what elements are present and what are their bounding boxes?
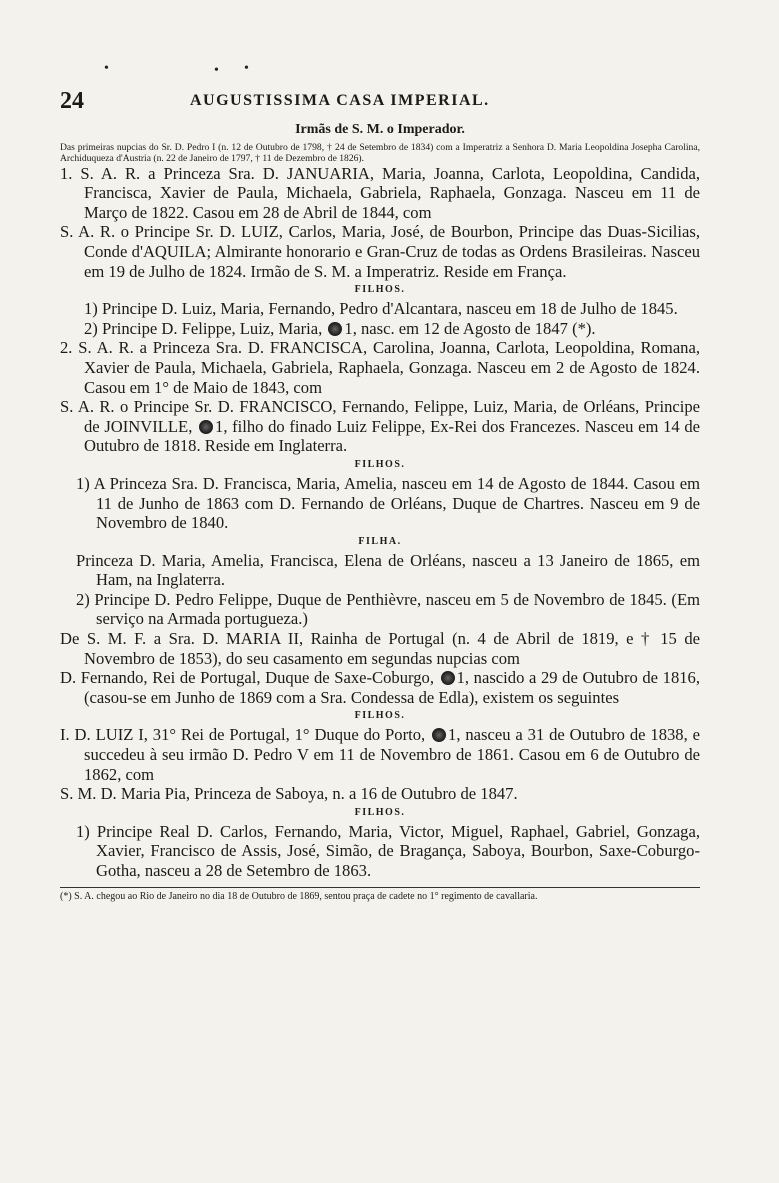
footnote: (*) S. A. chegou ao Rio de Janeiro no dia 18 de Outubro de 1869, sentou praça de cadete no 1° regimento de cavallaria. xyxy=(60,890,538,902)
entry-luiz-aquila: S. A. R. o Principe Sr. D. LUIZ, Carlos, Maria, José, de Bourbon, Principe das Duas-Sicilias, Conde d'AQUILA; Almirante honorario e Gran-Cruz de todas as Ordens Brasileiras. Nasceu em 19 de Julho de 1824. Irmão de S. M. a Imperatriz. Reside em França. xyxy=(60,222,700,281)
entry-text: 1, nasc. em 12 de Agosto de 1847 (*). xyxy=(344,318,596,338)
label-filhos: FILHOS. xyxy=(354,458,406,470)
page-body xyxy=(60,120,700,902)
entry-luiz-i xyxy=(60,725,700,784)
entry-child-francisca: 1) A Princeza Sra. D. Francisca, Maria, Amelia, nasceu em 14 de Agosto de 1844. Casou em 11 de Junho de 1863 com D. Fernando de Orléans, Duque de Chartres. Nasceu em 9 de Novembro de 1840. xyxy=(76,473,700,533)
ink-speck: • xyxy=(214,63,219,78)
entry-text: I. D. LUIZ I, 31° Rei de Portugal, 1° Duque do Porto, xyxy=(60,725,426,745)
entry-text: 1, filho do finado Luiz Felippe, Ex-Rei dos Francezes. Nasceu em 14 de Outubro de 1818. Reside em Inglaterra. xyxy=(84,416,700,456)
label-filhos: FILHOS. xyxy=(354,284,406,296)
entry-grandchild-maria: Princeza D. Maria, Amelia, Francisca, Elena de Orléans, nasceu a 13 Janeiro de 1865, em Ham, na Inglaterra. xyxy=(76,550,700,590)
entry-child-pedro: 2) Principe D. Pedro Felippe, Duque de Penthièvre, nasceu em 5 de Novembro de 1845. (Em serviço na Armada portugueza.) xyxy=(76,589,700,629)
entry-januaria: 1. S. A. R. a Princeza Sra. D. JANUARIA, Maria, Joanna, Carlota, Leopoldina, Candida, Francisca, Xavier de Paula, Michaela, Gabriela, Raphaela, Gonzaga. Nasceu em 11 de Março de 1822. Casou em 28 de Abril de 1844, com xyxy=(60,163,700,222)
ink-speck: • xyxy=(244,61,249,76)
entry-text: 2) Principe D. Felippe, Luiz, Maria, xyxy=(84,318,323,338)
entry-text: 1, nasceu a 31 de Outubro de 1838, e succedeu à seu irmão D. Pedro V em 11 de Novembro de 1861. Casou em 6 de Outubro de 1862, com xyxy=(84,725,700,784)
entry-child-luiz: 1) Principe D. Luiz, Maria, Fernando, Pedro d'Alcantara, nasceu em 18 de Julho de 1845. xyxy=(84,299,678,319)
order-badge-icon xyxy=(432,728,446,742)
label-filha: FILHA. xyxy=(358,535,402,547)
label-filhos: FILHOS. xyxy=(354,806,406,818)
order-badge-icon xyxy=(199,420,213,434)
entry-francisca: 2. S. A. R. a Princeza Sra. D. FRANCISCA, Carolina, Joanna, Carlota, Leopoldina, Romana, Xavier de Paula, Michaela, Gabriela, Raphaela, Gonzaga. Nasceu em 2 de Agosto de 1824. Casou em 1° de Maio de 1843, com xyxy=(60,338,700,397)
order-badge-icon xyxy=(328,322,342,336)
entry-child-felippe xyxy=(60,319,700,339)
footnote-divider xyxy=(60,887,700,888)
section-title: Irmãs de S. M. o Imperador. xyxy=(295,122,465,137)
intro-note: Das primeiras nupcias do Sr. D. Pedro I (n. 12 de Outubro de 1798, † 24 de Setembro de 1834) com a Imperatriz a Senhora D. Maria Leopoldina Josepha Carolina, Archiduqueza d'Austria (n. 22 de Janeiro de 1797, † 11 de Dezembro de 1826). xyxy=(60,141,700,164)
entry-maria-ii: De S. M. F. a Sra. D. MARIA II, Rainha de Portugal (n. 4 de Abril de 1819, e † 15 de Novembro de 1853), do seu casamento em segundas nupcias com xyxy=(60,629,700,668)
entry-text: D. Fernando, Rei de Portugal, Duque de Saxe-Coburgo, xyxy=(60,668,434,688)
page-header xyxy=(60,88,700,116)
entry-fernando xyxy=(60,668,700,707)
ink-speck: • xyxy=(104,61,109,76)
page-number: 24 xyxy=(60,88,84,114)
entry-text: S. A. R. o Principe Sr. D. FRANCISCO, Fernando, Felippe, Luiz, Maria, de Orléans, Principe de JOINVILLE, xyxy=(60,397,700,436)
entry-text: 1, nascido a 29 de Outubro de 1816, (casou-se em Junho de 1869 com a Sra. Condessa de Edla), existem os seguintes xyxy=(84,668,700,707)
entry-maria-pia: S. M. D. Maria Pia, Princeza de Saboya, n. a 16 de Outubro de 1847. xyxy=(60,784,518,804)
order-badge-icon xyxy=(441,671,455,685)
running-title: AUGUSTISSIMA CASA IMPERIAL. xyxy=(190,92,490,109)
entry-child-carlos: 1) Principe Real D. Carlos, Fernando, Maria, Victor, Miguel, Raphael, Gabriel, Gonzaga, Xavier, Francisco de Assis, José, Simão, de Bragança, Saboya, Bourbon, Saxe-Coburgo-Gotha, nasceu a 28 de Setembro de 1863. xyxy=(76,821,700,880)
label-filhos: FILHOS. xyxy=(354,710,406,722)
entry-joinville xyxy=(60,397,700,456)
